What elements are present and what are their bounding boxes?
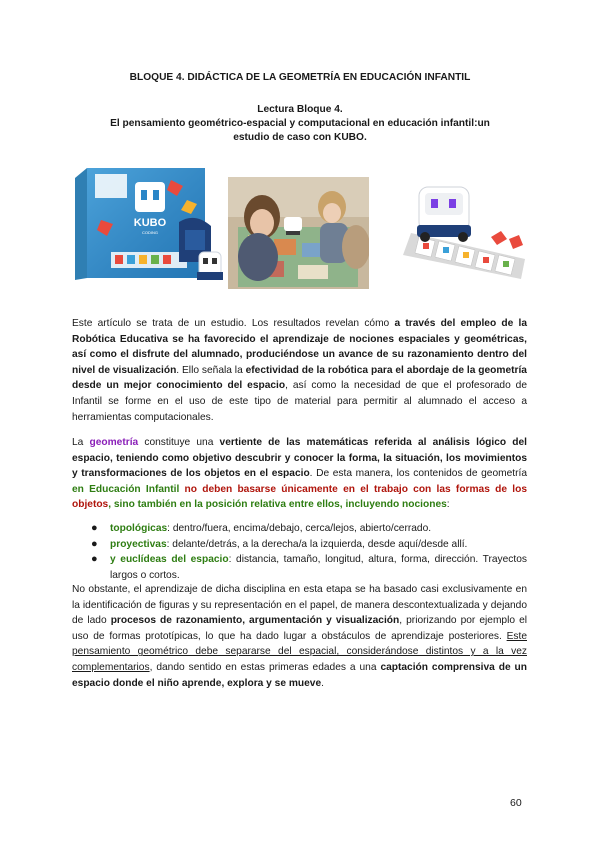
paragraph-study-results xyxy=(72,316,527,425)
p3-run: . xyxy=(321,677,324,689)
p3-run: No obstante, el aprendizaje de dicha disciplina en esta etapa se ha basado casi exclusivamente en la identificación de figuras y su representación en el papel, de manera descontextualizada y dejando de lado xyxy=(72,584,527,627)
bullet-icon: ● xyxy=(91,553,98,566)
p2-run: La xyxy=(72,437,90,448)
paragraph-geometry-definition xyxy=(72,435,527,513)
reading-label: Lectura Bloque 4. xyxy=(257,104,343,115)
paragraph-learning-obstacles xyxy=(72,582,527,691)
p2-run: vertiente de las matemáticas referida al análisis lógico del espacio, teniendo como objetivo descubrir y conocer la forma, la situación, los movimientos y transformaciones de los objetos en el espacio xyxy=(72,437,527,480)
p3-run: Este pensamiento geométrico debe separarse del espacial, considerándose distintos y a la vez complementarios xyxy=(72,630,527,673)
p2-run: geometría xyxy=(89,437,139,448)
notion-term: proyectivas xyxy=(110,538,167,550)
notion-term: y euclídeas del espacio xyxy=(110,554,229,566)
notion-examples: : delante/detrás, a la derecha/a la izquierda, desde aquí/desde allí. xyxy=(166,538,468,550)
p1-run: Este artículo se trata de un estudio. Los resultados revelan cómo xyxy=(72,318,395,329)
notion-examples: : distancia, tamaño, longitud, altura, forma, dirección. Trayectos largos o cortos. xyxy=(110,554,527,581)
p2-run: constituye una xyxy=(138,437,220,448)
kubo-kit-box-image xyxy=(71,160,223,284)
bullet-icon: ● xyxy=(91,522,98,534)
svg-text:CODING: CODING xyxy=(142,230,158,235)
p2-run: : xyxy=(446,499,450,511)
p2-run: . De esta manera, los contenidos de geometría xyxy=(309,468,528,480)
article-title-line2: estudio de caso con KUBO. xyxy=(233,132,367,143)
p1-run: efectividad de la robótica para el abordaje de la geometría desde un mejor conocimiento del espacio xyxy=(72,364,527,392)
block-title: BLOQUE 4. DIDÁCTICA DE LA GEOMETRÍA EN EDUCACIÓN INFANTIL xyxy=(129,72,471,83)
p2-run: , sino también en la posición relativa entre ellos, incluyendo nociones xyxy=(108,499,447,511)
kubo-logo-text: KUBO xyxy=(133,217,167,229)
notion-term: topológicas xyxy=(110,523,168,534)
p2-run: en Educación Infantil xyxy=(72,483,180,495)
p3-run: , priorizando por ejemplo el uso de formas prototípicas, lo que ha dado lugar a obstáculos de aprendizaje posteriores. xyxy=(72,615,527,642)
notion-list-item xyxy=(72,552,527,583)
p3-run: procesos de razonamiento, argumentación y visualización xyxy=(110,615,400,627)
p1-run: , así como la necesidad de que el profesorado de Infantil se forme en el uso de este tipo de material para permitir al alumnado el acceso a herramientas computacionales. xyxy=(72,380,527,423)
bullet-icon: ● xyxy=(91,537,98,550)
notion-list-item xyxy=(72,521,527,537)
page-number: 60 xyxy=(510,797,522,809)
p1-run: a través del empleo de la Robótica Educativa se ha favorecido el aprendizaje de nociones espaciales y geométricas, así como el disfrute del alumnado, produciéndose un avance de su razonamiento dentro del nivel de visualización xyxy=(72,318,528,376)
notion-list-item xyxy=(72,537,527,553)
p1-run: . Ello señala la xyxy=(176,364,246,376)
kubo-robot-tiles-image xyxy=(373,175,529,283)
p3-run: captación comprensiva de un espacio donde el niño aprende, explora y se mueve xyxy=(72,661,527,689)
notion-examples: : dentro/fuera, encima/debajo, cerca/lejos, abierto/cerrado. xyxy=(167,523,432,534)
p2-run: no deben basarse únicamente en el trabajo con las formas de los objetos xyxy=(72,483,527,511)
article-title-line1: El pensamiento geométrico-espacial y computacional en educación infantil:un xyxy=(110,118,490,129)
notions-list xyxy=(72,521,527,583)
children-playing-photo xyxy=(228,177,369,289)
p3-run: , dando sentido en estas primeras edades a una xyxy=(149,661,381,673)
